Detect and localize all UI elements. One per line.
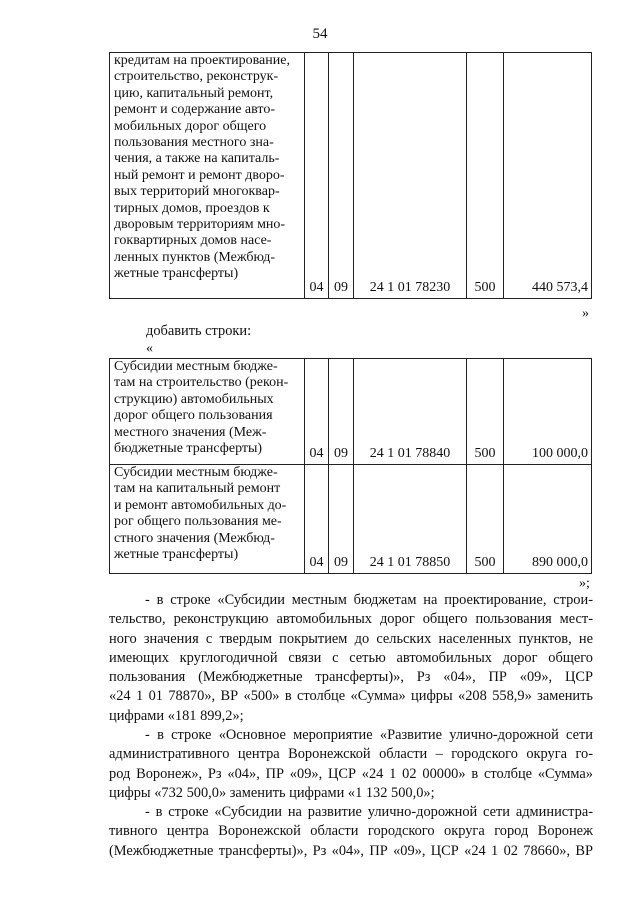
description-line: гоквартирных домов насе- xyxy=(114,233,272,249)
cell-csr: 24 1 01 78840 xyxy=(354,359,467,465)
close-quote-semicolon: »; xyxy=(579,576,590,591)
paragraph-line: (Межбюджетные трансферты)», Рз «04», ПР «09», ЦСР «24 1 02 78660», ВР xyxy=(109,842,593,859)
cell-sum: 440 573,4 xyxy=(504,53,592,299)
paragraph-line: пользования (Межбюджетные трансферты)», Рз «04», ПР «09», ЦСР xyxy=(109,669,593,686)
paragraph-line: административного центра Воронежской области – городского округа го- xyxy=(109,746,593,763)
paragraph-line: ного значения с твердым покрытием до сельских населенных пунктов, не xyxy=(109,630,593,647)
cell-rz: 04 xyxy=(305,359,329,465)
cell-vr: 500 xyxy=(467,53,504,299)
amendment-paragraph xyxy=(109,726,593,803)
cell-csr: 24 1 01 78850 xyxy=(354,465,467,574)
open-quote: « xyxy=(146,341,153,356)
paragraph-line: тивного центра Воронежской области городского округа город Воронеж xyxy=(109,823,593,840)
description-line: рог общего пользования ме- xyxy=(114,514,282,530)
row-description xyxy=(110,465,305,574)
description-line: стного значения (Межбюд- xyxy=(114,530,275,546)
close-quote: » xyxy=(582,306,589,321)
paragraph-line: тельство, реконструкцию автомобильных дорог общего пользования мест- xyxy=(109,611,593,628)
description-line: тирных домов, проездов к xyxy=(114,200,270,216)
cell-vr: 500 xyxy=(467,359,504,465)
page-number: 54 xyxy=(312,26,328,42)
paragraph-line: род Воронеж», Рз «04», ПР «09», ЦСР «24 1 02 00000» в столбце «Сумма» xyxy=(109,765,593,782)
description-line: ный ремонт и ремонт дворо- xyxy=(114,167,285,183)
cell-csr: 24 1 01 78230 xyxy=(354,53,467,299)
cell-pr: 09 xyxy=(329,359,354,465)
row-description xyxy=(110,359,305,465)
description-line: цию, капитальный ремонт, xyxy=(114,85,274,101)
description-line: вых территорий многоквар- xyxy=(114,184,280,200)
budget-table-added xyxy=(109,358,592,574)
row-description xyxy=(110,53,305,299)
cell-vr: 500 xyxy=(467,465,504,574)
description-line: ремонт и содержание авто- xyxy=(114,102,275,118)
description-line: пользования местного зна- xyxy=(114,135,274,151)
cell-pr: 09 xyxy=(329,53,354,299)
paragraph-line: - в строке «Основное мероприятие «Развитие улично-дорожной сети xyxy=(145,727,593,743)
description-line: чения, а также на капиталь- xyxy=(114,151,280,167)
paragraph-line: - в строке «Субсидии местным бюджетам на проектирование, строи- xyxy=(145,592,593,608)
table-row xyxy=(110,53,592,299)
description-line: кредитам на проектирование, xyxy=(114,53,290,68)
paragraph-line: имеющих круглогодичной связи с сетью автомобильных дорог общего xyxy=(109,649,593,666)
cell-sum: 890 000,0 xyxy=(504,465,592,574)
description-line: местного значения (Меж- xyxy=(114,424,267,440)
description-line: там на строительство (рекон- xyxy=(114,375,289,391)
paragraph-line: цифрами «181 899,2»; xyxy=(109,707,244,724)
amendment-paragraph xyxy=(109,803,593,861)
description-line: дорог общего пользования xyxy=(114,408,273,424)
table-row xyxy=(110,465,592,574)
description-line: ленных пунктов (Межбюд- xyxy=(114,249,276,265)
cell-rz: 04 xyxy=(305,53,329,299)
paragraph-line: цифры «732 500,0» заменить цифрами «1 132 500,0»; xyxy=(109,784,435,801)
description-line: струкцию) автомобильных xyxy=(114,391,274,407)
description-line: дворовым территориям мно- xyxy=(114,217,286,233)
description-line: мобильных дорог общего xyxy=(114,118,267,134)
cell-rz: 04 xyxy=(305,465,329,574)
cell-sum: 100 000,0 xyxy=(504,359,592,465)
description-line: Субсидии местным бюдже- xyxy=(114,359,278,374)
budget-table-existing xyxy=(109,52,592,299)
description-line: жетные трансферты) xyxy=(114,266,239,282)
description-line: жетные трансферты) xyxy=(114,547,239,563)
description-line: Субсидии местным бюдже- xyxy=(114,465,278,480)
paragraph-line: «24 1 01 78870», ВР «500» в столбце «Сумма» цифры «208 558,9» заменить xyxy=(109,688,593,705)
amendment-paragraph xyxy=(109,591,593,726)
cell-pr: 09 xyxy=(329,465,354,574)
description-line: строительство, реконструк- xyxy=(114,69,279,85)
description-line: бюджетные трансферты) xyxy=(114,441,263,457)
description-line: там на капитальный ремонт xyxy=(114,481,281,497)
add-rows-label: добавить строки: xyxy=(146,323,252,339)
table-row xyxy=(110,359,592,465)
paragraph-line: - в строке «Субсидии на развитие улично-дорожной сети администра- xyxy=(145,804,593,820)
description-line: и ремонт автомобильных до- xyxy=(114,497,287,513)
